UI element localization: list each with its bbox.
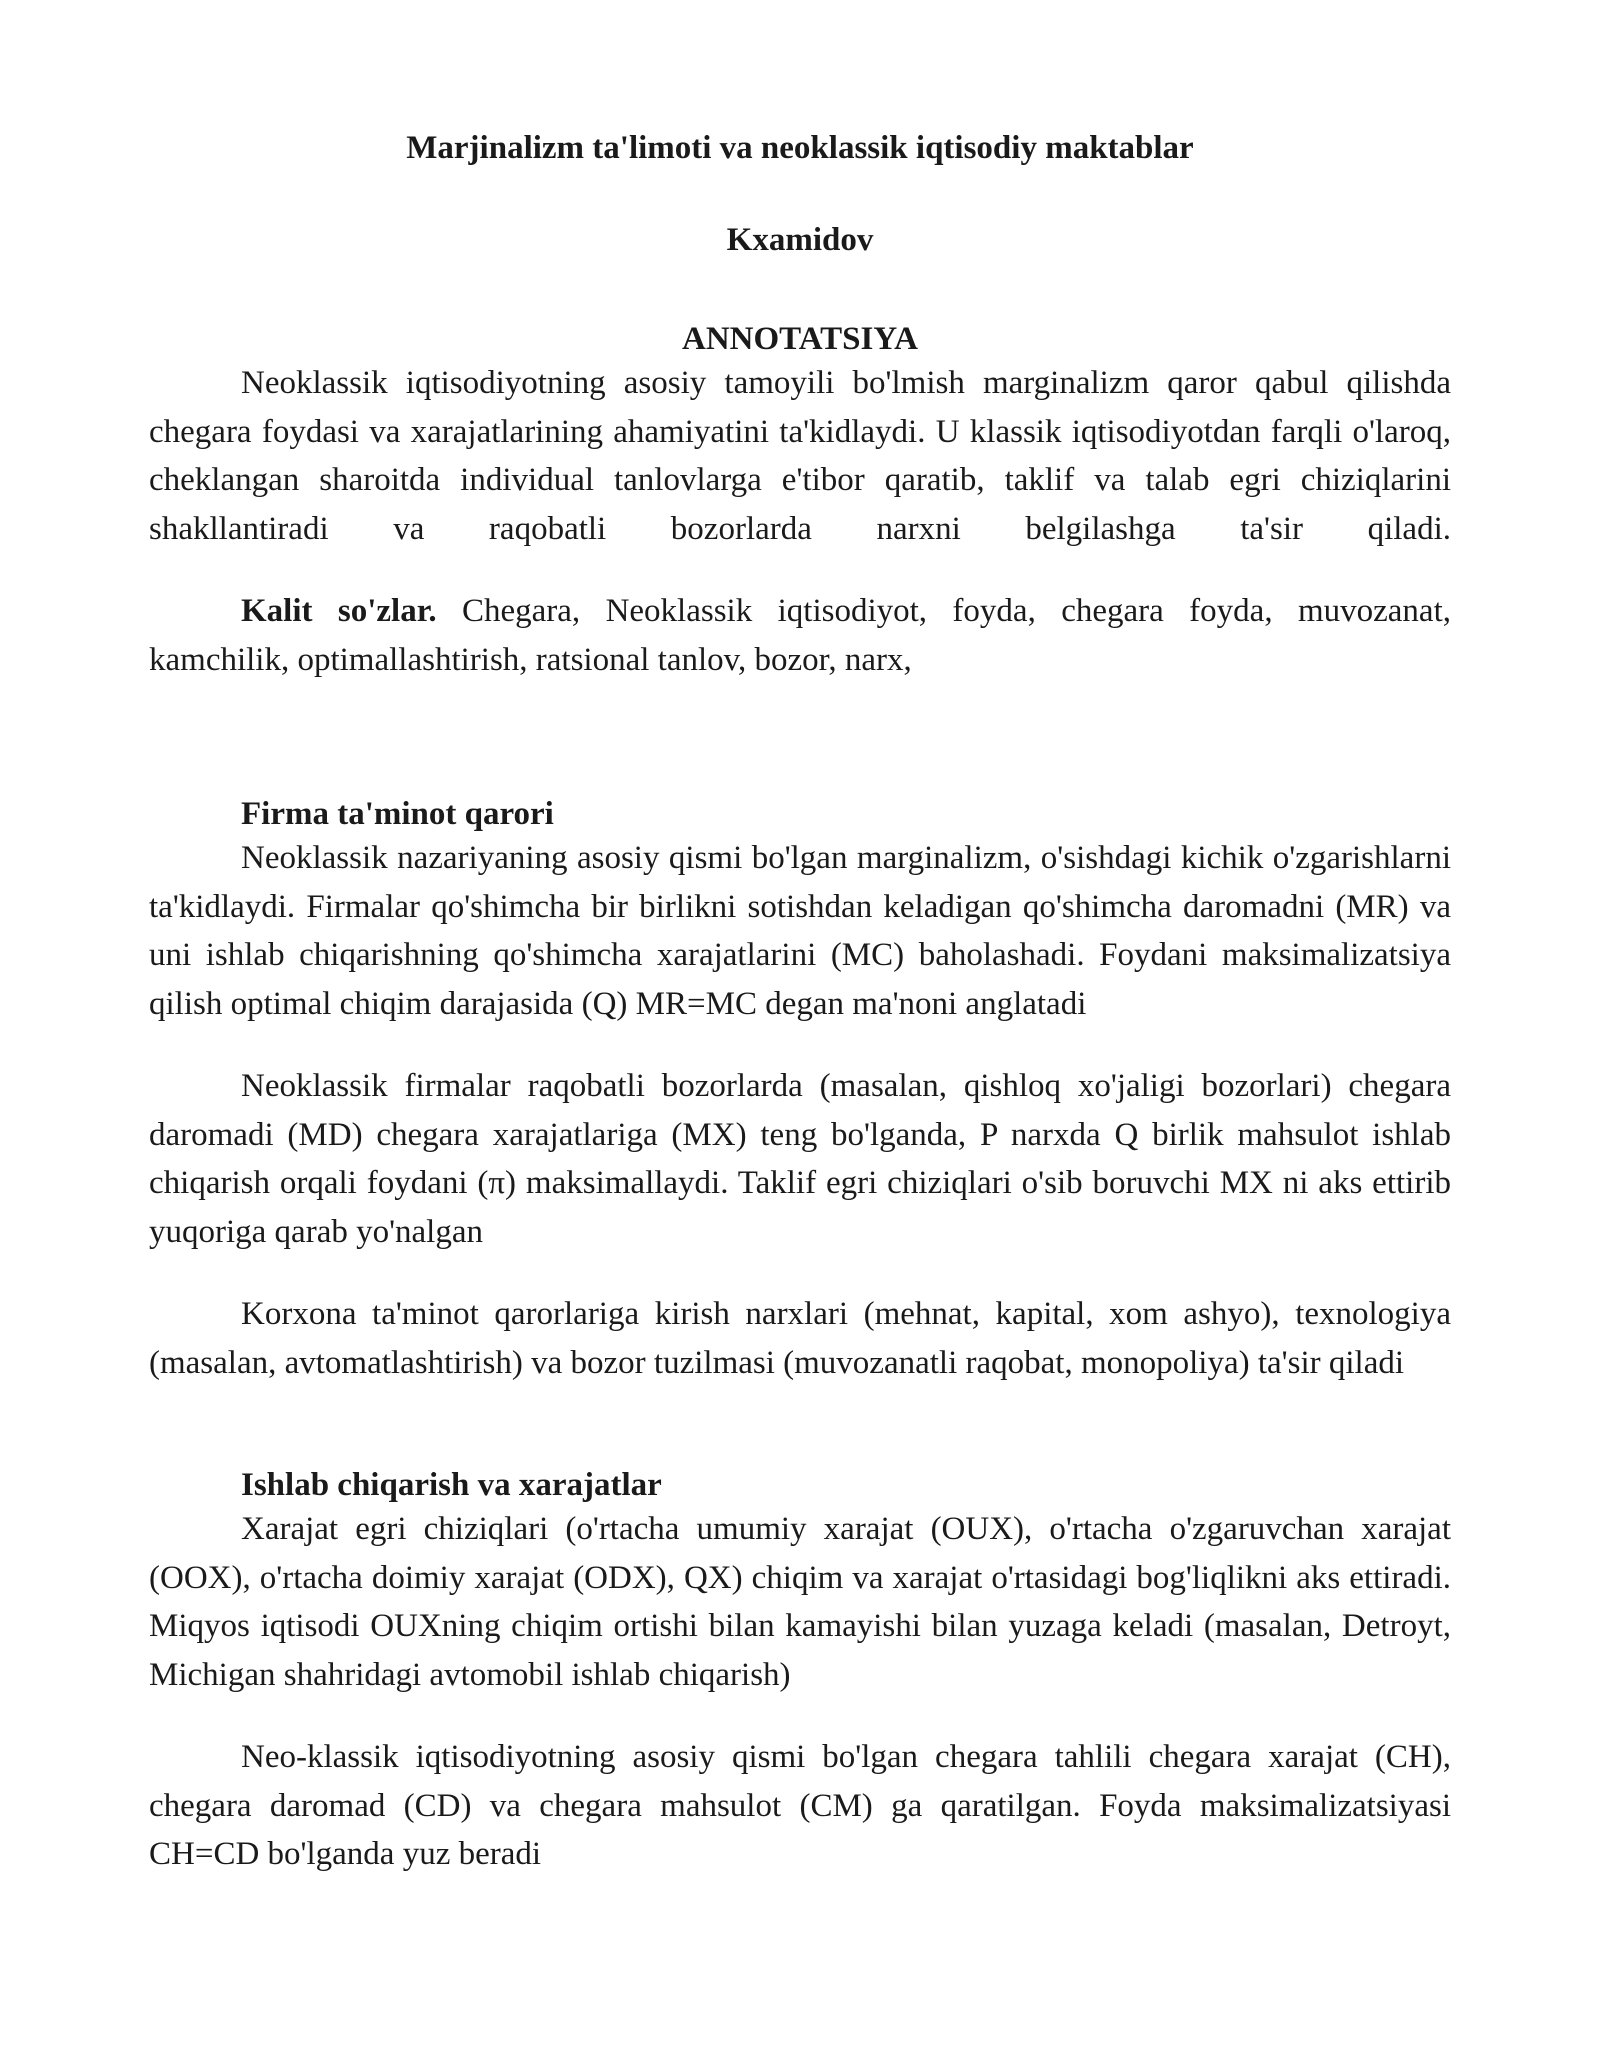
annotation-heading: ANNOTATSIYA — [682, 321, 918, 357]
document-page — [149, 128, 1451, 1879]
section-paragraph: Korxona ta'minot qarorlariga kirish narxlari (mehnat, kapital, xom ashyo), texnologiya (masalan, avtomatlashtirish) va bozor tuzilmasi (muvozanatli raqobat, monopoliya) ta'sir qiladi — [149, 1296, 1451, 1381]
document-title: Marjinalizm ta'limoti va neoklassik iqtisodiy maktablar — [406, 130, 1194, 166]
section-heading-supply: Firma ta'minot qarori — [241, 796, 554, 832]
annotation-paragraph: Neoklassik iqtisodiyotning asosiy tamoyili bo'lmish marginalizm qaror qabul qilishda chegara foydasi va xarajatlarining ahamiyatini ta'kidlaydi. U klassik iqtisodiyotdan farqli o'laroq, cheklangan sharoitda individual tanlovlarga e'tibor qaratib, taklif va talab egri chiziqlarini shakllantiradi va raqobatli bozorlarda narxni belgilashga ta'sir qiladi. — [149, 365, 1451, 547]
author-name: Kxamidov — [726, 222, 874, 258]
keywords-label: Kalit so'zlar. — [241, 593, 437, 629]
section-paragraph: Neo-klassik iqtisodiyotning asosiy qismi bo'lgan chegara tahlili chegara xarajat (CH), chegara daromad (CD) va chegara mahsulot (CM) ga qaratilgan. Foyda maksimalizatsiyasi CH=CD bo'lganda yuz beradi — [149, 1739, 1451, 1872]
section-paragraph: Neoklassik nazariyaning asosiy qismi bo'lgan marginalizm, o'sishdagi kichik o'zgarishlarni ta'kidlaydi. Firmalar qo'shimcha bir birlikni sotishdan keladigan qo'shimcha daromadni (MR) va uni ishlab chiqarishning qo'shimcha xarajatlarini (MC) baholashadi. Foydani maksimalizatsiya qilish optimal chiqim darajasida (Q) MR=MC degan ma'noni anglatadi — [149, 840, 1451, 1022]
keywords-text: Chegara, Neoklassik iqtisodiyot, foyda, chegara foyda, muvozanat, kamchilik, optimallashtirish, ratsional tanlov, bozor, narx, — [149, 593, 1451, 678]
keywords-paragraph — [149, 587, 1451, 684]
section-paragraph: Xarajat egri chiziqlari (o'rtacha umumiy xarajat (OUX), o'rtacha o'zgaruvchan xarajat (OOX), o'rtacha doimiy xarajat (ODX), QX) chiqim va xarajat o'rtasidagi bog'liqlikni aks ettiradi. Miqyos iqtisodi OUXning chiqim ortishi bilan kamayishi bilan yuzaga keladi (masalan, Detroyt, Michigan shahridagi avtomobil ishlab chiqarish) — [149, 1511, 1451, 1693]
section-paragraph: Neoklassik firmalar raqobatli bozorlarda (masalan, qishloq xo'jaligi bozorlari) chegara daromadi (MD) chegara xarajatlariga (MX) teng bo'lganda, P narxda Q birlik mahsulot ishlab chiqarish orqali foydani (π) maksimallaydi. Taklif egri chiziqlari o'sib boruvchi MX ni aks ettirib yuqoriga qarab yo'nalgan — [149, 1068, 1451, 1250]
section-heading-production: Ishlab chiqarish va xarajatlar — [241, 1467, 662, 1503]
